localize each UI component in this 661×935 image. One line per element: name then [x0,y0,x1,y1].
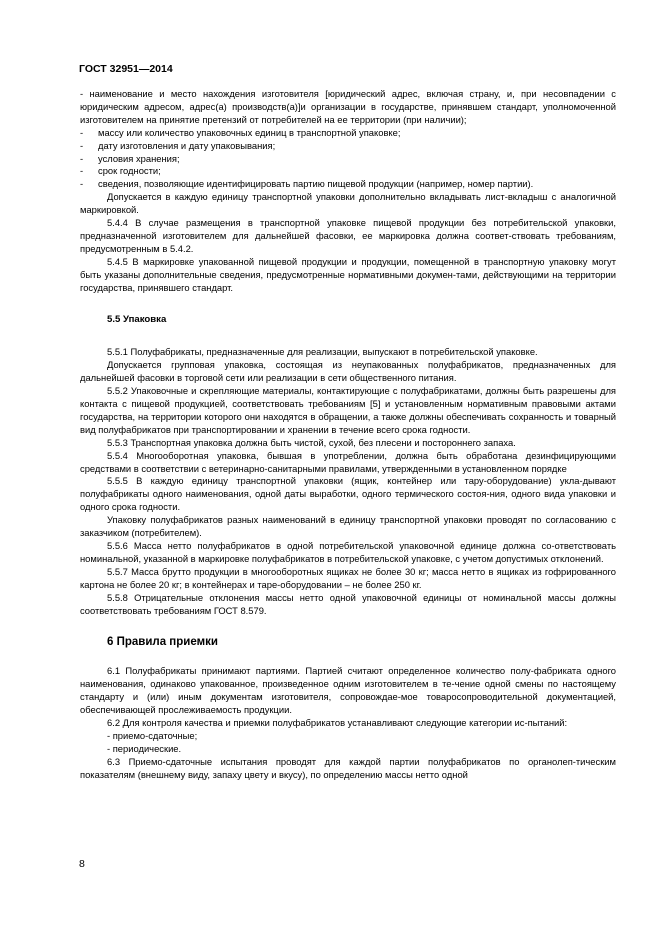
list-item-text: сведения, позволяющие идентифицировать партию пищевой продукции (например, номер партии). [98,178,534,190]
list-item-text: дату изготовления и дату упаковывания; [98,139,276,151]
paragraph: 5.5.5 В каждую единицу транспортной упаковки (ящик, контейнер или тару-оборудование) укла-дывают полуфабрикаты одного наименования, одной даты выработки, одного термического состоя-ния, одного вида упаковки и одного срока годности. [80,475,616,513]
list-dash: - [80,126,84,138]
list-item-text: условия хранения; [98,152,180,164]
paragraph: 5.4.4 В случае размещения в транспортной упаковке пищевой продукции без потребительской упаковки, предназначенной изготовителем для дальнейшей фасовки, ее маркировка должна соответ-ствовать требованиям, предусмотренным в 5.4.2. [80,217,616,254]
paragraph: Упаковку полуфабрикатов разных наименований в единицу транспортной упаковки проводят по согласованию с заказчиком (потребителем). [80,514,616,539]
list-dash: - [80,165,84,177]
paragraph: 6.3 Приемо-сдаточные испытания проводят для каждой партии полуфабрикатов по органолеп-тическим показателям (внешнему виду, запаху цвету и вкусу), по определению массы нетто одной [80,755,616,780]
paragraph: 5.5.8 Отрицательные отклонения массы нетто одной упаковочной единицы от номинальной массы должны соответствовать требованиям ГОСТ 8.579. [80,591,616,616]
paragraph: Допускается групповая упаковка, состоящая из неупакованных полуфабрикатов, предназначенных для дальнейшей фасовки в торговой сети или реализации в сети общественного питания. [80,359,616,384]
list-item [80,153,616,166]
page-number: 8 [79,858,85,870]
document-body [80,88,616,782]
paragraph: - приемо-сдаточные; [107,729,198,741]
paragraph: 5.5.2 Упаковочные и скрепляющие материалы, контактирующие с полуфабрикатами, должны быть разрешены для контакта с пищевой продукцией, соответствовать требованиям [5] и установленным нормативным правовыми актами государства, на территории которого они находятся в обращении, а также должны обеспечивать сохранность и товарный вид полуфабрикатов при транспортировании и хранении в течение всего срока годности. [80,385,616,435]
page-header: ГОСТ 32951—2014 [79,63,173,75]
paragraph: 5.5.6 Масса нетто полуфабрикатов в одной потребительской упаковочной единице должна со-ответствовать номинальной, указанной в маркировке полуфабрикатов в потребительской упаковке, с учетом допустимых отклонений. [80,540,616,564]
section-heading: 6 Правила приемки [107,636,218,649]
paragraph: 6.2 Для контроля качества и приемки полуфабрикатов устанавливают следующие категории ис-пытаний: [107,716,568,728]
paragraph: 6.1 Полуфабрикаты принимают партиями. Партией считают определенное количество полу-фабриката одного наименования, одинаково упакованное, произведенное одним изготовителем в те-чение одной смены по настоящему стандарту и (или) иным документам изготовителя, сопровождае-мое товаросопроводительной документацией, обеспечивающей прослеживаемость продукции. [80,665,616,716]
paragraph: 5.5.7 Масса брутто продукции в многооборотных ящиках не более 30 кг; масса нетто в ящиках из гофрированного картона не более 20 кг; в контейнерах и таре-оборудовании – не более 250 кг. [80,565,616,590]
paragraph: - периодические. [107,742,182,754]
paragraph: - наименование и место нахождения изготовителя [юридический адрес, включая страну, и, при несовпадении с юридическим адресом, адрес(а) производств(а)]и организации в государстве, принявшем стандарт, уполномоченной изготовителем на принятие претензий от потребителей на ее территории (при наличии); [80,88,616,125]
paragraph: 5.5.3 Транспортная упаковка должна быть чистой, сухой, без плесени и постороннего запаха. [107,436,516,448]
list-item [80,178,616,191]
list-dash: - [80,139,84,151]
list-item-text: массу или количество упаковочных единиц в транспортной упаковке; [98,126,401,138]
paragraph: Допускается в каждую единицу транспортной упаковки дополнительно вкладывать лист-вкладыш с аналогичной маркировкой. [80,191,616,216]
paragraph: 5.5.1 Полуфабрикаты, предназначенные для реализации, выпускают в потребительской упаковке. [107,346,538,358]
paragraph: 5.4.5 В маркировке упакованной пищевой продукции и продукции, помещенной в транспортную упаковку могут быть указаны дополнительные сведения, предусмотренные нормативными докумен-тами, действующими на территории государства, принявшего стандарт. [80,255,616,293]
paragraph: 5.5.4 Многооборотная упаковка, бывшая в употреблении, должна быть обработана дезинфицирующими средствами в соответствии с ветеринарно-санитарными правилами, утвержденными в установленном порядке [80,449,616,474]
list-dash: - [80,152,84,164]
list-item-text: срок годности; [98,165,161,177]
section-heading: 5.5 Упаковка [107,313,167,325]
list-item [80,165,616,178]
list-item [80,140,616,153]
list-dash: - [80,178,84,190]
list-item [80,127,616,140]
